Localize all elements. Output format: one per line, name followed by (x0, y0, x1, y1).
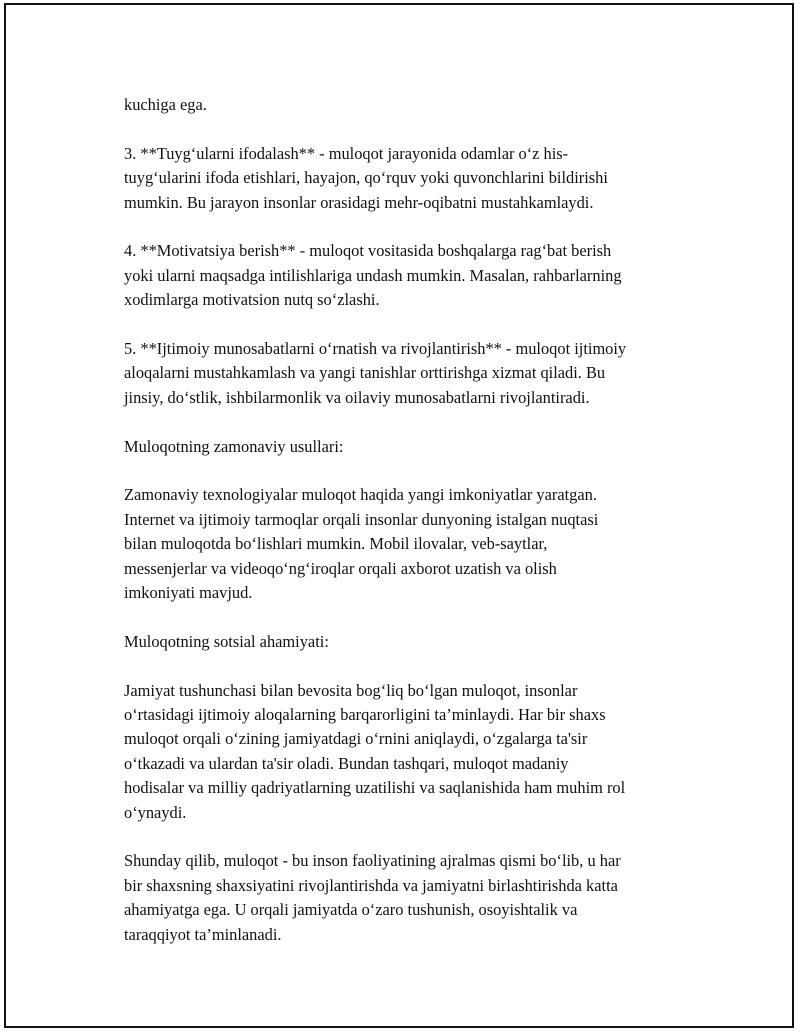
paragraph-item-5-relations: 5. **Ijtimoiy munosabatlarni o‘rnatish va rivojlantirish** - muloqot ijtimoiy aloqalarni mustahkamlash va yangi tanishlar orttirishga xizmat qiladi. Bu jinsiy, do‘stlik, ishbilarmonlik va oilaviy munosabatlarni rivojlantiradi. (124, 339, 627, 407)
paragraph-continuation: kuchiga ega. (124, 95, 207, 114)
paragraph-item-4-motivation: 4. **Motivatsiya berish** - muloqot vositasida boshqalarga rag‘bat berish yoki ularni maqsadga intilishlariga undash mumkin. Masalan, rahbarlarning xodimlarga motivatsion nutq so‘zlashi. (124, 241, 622, 310)
paragraph-modern-methods: Zamonaviy texnologiyalar muloqot haqida yangi imkoniyatlar yaratgan. Internet va ijtimoiy tarmoqlar orqali insonlar dunyoning istalgan nuqtasi bilan muloqotda bo‘lishlari mumkin. Mobil ilovalar, veb-saytlar, messenjerlar va videoqo‘ng‘iroqlar orqali axborot uzatish va olish imkoniyati mavjud. (124, 485, 599, 603)
paragraph-item-3-feelings: 3. **Tuyg‘ularni ifodalash** - muloqot jarayonida odamlar o‘z his- tuyg‘ularini ifoda etishlari, hayajon, qo‘rquv yoki quvonchlarini bildirishi mumkin. Bu jarayon insonlar orasidagi mehr-oqibatni mustahkamlaydi. (124, 143, 608, 212)
paragraph-social-importance: Jamiyat tushunchasi bilan bevosita bog‘liq bo‘lgan muloqot, insonlar o‘rtasidagi ijtimoiy aloqalarning barqarorligini ta’minlaydi. Har bir shaxs muloqot orqali o‘zining jamiyatdagi o‘rnini aniqlaydi, o‘zgalarga ta'sir o‘tkazadi va ulardan ta'sir oladi. Bundan tashqari, muloqot madaniy hodisalar va milliy qadriyatlarning uzatilishi va saqlanishida ham muhim rol o‘ynaydi. (124, 680, 626, 822)
section-heading-social-importance: Muloqotning sotsial ahamiyati: (124, 631, 329, 651)
section-heading-modern-methods: Muloqotning zamonaviy usullari: (124, 436, 344, 456)
page-text (124, 93, 690, 947)
page-frame (4, 3, 794, 1028)
paragraph-conclusion: Shunday qilib, muloqot - bu inson faoliyatining ajralmas qismi bo‘lib, u har bir shaxsning shaxsiyatini rivojlantirishda va jamiyatni birlashtirishda katta ahamiyatga ega. U orqali jamiyatda o‘zaro tushunish, osoyishtalik va taraqqiyot ta’minlanadi. (124, 851, 621, 944)
